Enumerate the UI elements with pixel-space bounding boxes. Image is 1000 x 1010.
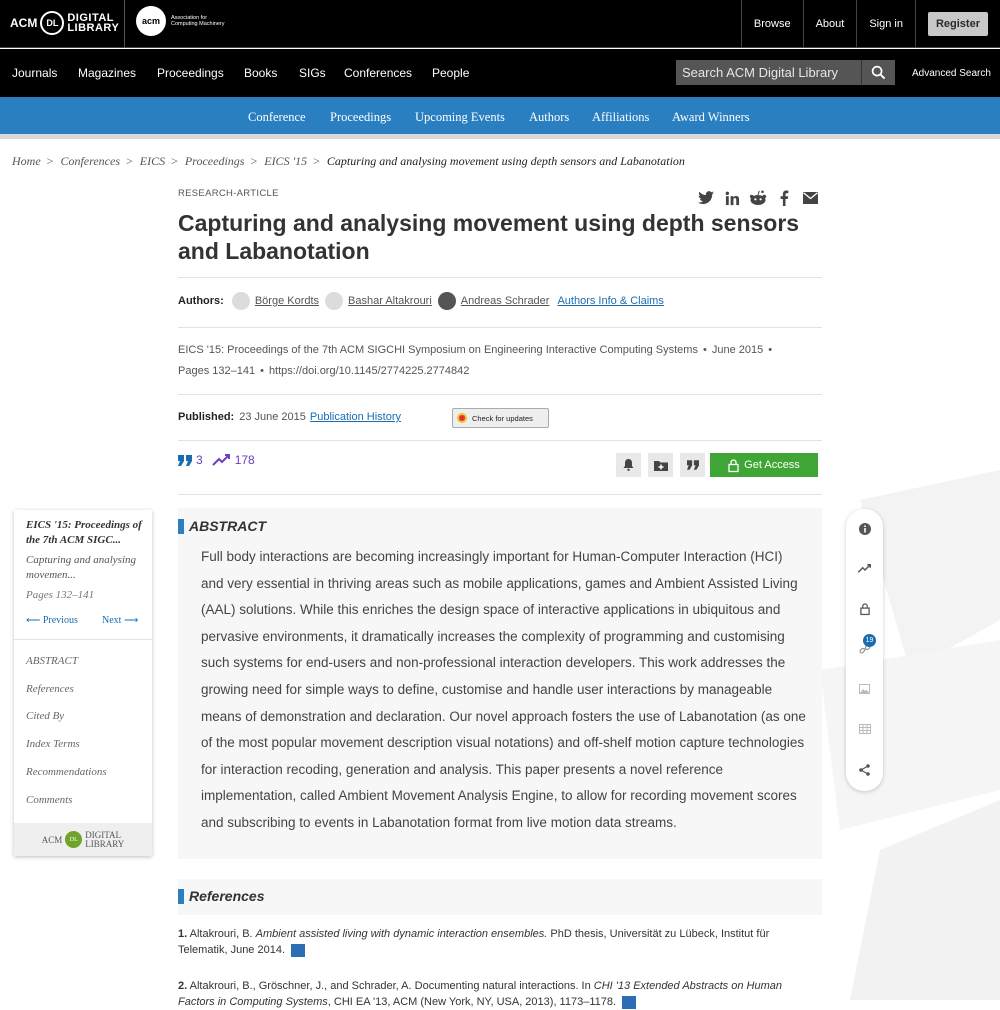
get-access-button[interactable] [710,453,818,477]
reference-source: , CHI EA '13, ACM (New York, NY, USA, 2013), 1173–1178. [327,996,617,1008]
sidebar-item-comments[interactable]: Comments [26,794,73,806]
acm-logo[interactable] [136,6,225,36]
references-heading-text: References [189,888,265,904]
top-bar [0,0,1000,48]
search-input[interactable]: Search ACM Digital Library [676,60,861,85]
acm-assoc-line-2: Computing Machinery [171,21,225,27]
divider [178,494,822,495]
reference-item [178,978,798,1010]
authors-row [178,292,664,310]
conf-nav-proceedings[interactable]: Proceedings [330,110,392,124]
sidebar-item-abstract[interactable]: ABSTRACT [26,655,78,667]
abstract-section [178,508,822,859]
trending-icon [213,454,231,466]
lock-icon [728,459,739,472]
footer-logo-acm: ACM [41,834,63,845]
doi-link[interactable]: https://doi.org/10.1145/2774225.2774842 [268,365,470,377]
logo-word-library: LIBRARY [67,22,120,34]
breadcrumb-current: Capturing and analysing movement using depth sensors and Labanotation [326,154,685,168]
reference-number: 1. [178,928,188,940]
reference-title: Ambient assisted living with dynamic interaction ensembles. [255,928,548,940]
author-link[interactable]: Andreas Schrader [460,295,550,307]
info-icon[interactable] [857,521,872,536]
nav-proceedings[interactable]: Proceedings [157,66,224,80]
previous-article-link[interactable]: ⟵ Previous [26,615,78,626]
author-link[interactable]: Börge Kordts [254,295,320,307]
logo-acm-text: ACM [10,16,38,30]
page-range: Pages 132–141 [178,365,256,377]
section-accent-bar [178,889,184,904]
reference-authors: Altakrouri, B. [189,928,256,940]
citation-count[interactable]: 3 [196,453,203,467]
avatar [325,292,343,310]
sidebar-dl-logo [14,823,152,856]
breadcrumb-proceedings[interactable]: Proceedings [184,154,245,168]
footer-logo-words [85,831,124,849]
acm-mark: acm [136,6,166,36]
next-article-link[interactable]: Next ⟶ [102,615,139,626]
email-icon[interactable] [802,190,818,206]
divider [178,394,822,395]
divider [178,277,822,278]
published-label: Published: [178,411,235,423]
nav-conferences[interactable]: Conferences [344,66,413,80]
nav-people[interactable]: People [432,66,470,80]
published-date: 23 June 2015 [239,411,306,423]
reference-item [178,926,798,958]
sidebar-item-references[interactable]: References [26,683,74,695]
sidebar-pages: Pages 132–141 [26,589,95,601]
share-icon[interactable] [857,762,872,777]
references-heading [178,888,265,904]
acm-dl-logo[interactable] [10,8,119,38]
avatar [232,292,250,310]
bell-icon [623,459,634,471]
nav-journals[interactable]: Journals [12,66,58,80]
top-links [741,0,1000,48]
sidebar-item-index-terms[interactable]: Index Terms [26,738,80,750]
references-section-header [178,879,822,915]
avatar [438,292,456,310]
top-divider [124,0,125,48]
acm-assoc-line-1: Association for [171,15,208,21]
conference-nav [0,97,1000,139]
article-title: Capturing and analysing movement using depth sensors and Labanotation [178,210,800,264]
divider [178,440,822,441]
footer-word-library: LIBRARY [85,838,125,849]
sidebar-divider [14,639,152,640]
reddit-icon[interactable] [750,190,766,206]
lock-icon[interactable] [857,601,872,616]
sidebar-proceedings-link[interactable]: EICS '15: Proceedings of the 7th ACM SIGC... [26,519,142,546]
conf-nav-authors[interactable]: Authors [529,110,570,124]
check-for-updates-button[interactable] [452,408,549,428]
breadcrumb-conferences[interactable]: Conferences [60,154,120,168]
main-nav [0,49,1000,97]
breadcrumb-home[interactable]: Home [12,154,41,168]
sidebar-article-title: Capturing and analysing movemen... [26,554,137,581]
publication-info: EICS '15: Proceedings of the 7th ACM SIGCHI Symposium on Engineering Interactive Computing Systems • June 2015 • Pages 132–141 • https://doi.org/10.1145/2774225.2774842 [178,344,773,377]
reference-number: 2. [178,980,188,992]
about-link[interactable]: About [803,0,857,48]
logo-words [67,13,119,33]
share-icons [698,190,818,206]
logo-dl-circle: DL [40,11,64,35]
image-icon[interactable] [857,681,872,696]
crossmark-icon [457,413,467,423]
get-access-label: Get Access [744,459,800,471]
search-button[interactable] [861,60,895,85]
reference-title: CHI '13 Extended Abstracts on Human Factors in Computing Systems [178,980,782,1008]
register-button[interactable]: Register [928,12,988,36]
browse-link[interactable]: Browse [741,0,803,48]
link-count-badge: 19 [863,634,876,647]
breadcrumb-eics-15[interactable]: EICS '15 [264,154,308,168]
conf-nav-upcoming-events[interactable]: Upcoming Events [415,110,505,124]
breadcrumb-eics[interactable]: EICS [139,154,166,168]
twitter-icon[interactable] [698,190,714,206]
conf-nav-conference[interactable]: Conference [248,110,306,124]
right-tool-rail [846,509,883,791]
sign-in-link[interactable]: Sign in [856,0,915,48]
authors-info-claims-link[interactable]: Authors Info & Claims [557,295,664,307]
publication-history-link[interactable]: Publication History [309,411,401,423]
advanced-search-link[interactable]: Advanced Search [912,68,991,79]
facebook-icon[interactable] [776,190,792,206]
abstract-text: Full body interactions are becoming increasingly important for Human-Computer Interaction (HCI) and very essential in thriving areas such as mobile applications, games and Ambient Assisted Living (AAL) solutions. While this enriches the design space of interactive applications in ubiquitous and pervasive environments, it dramatically increases the complexity of programming and customising such systems for end-users and non-professional interaction developers. This work addresses the growing need for simple ways to define, customise and handle user interactions by manageable means of demonstration and declaration. Our novel approach fosters the use of Labanotation (as one of the most popular movement description visual notations) and off-shelf motion capture technologies for interaction recoding, generation and analysis. This paper presents a novel reference implementation, called Ambient Movement Analysis Engine, to allow for recording movement scores and subscribing to events in Labanotation format from live motion data streams. [201,549,806,830]
acm-association-text [171,15,225,27]
abstract-heading [178,518,266,534]
sidebar-card [14,510,152,856]
reference-source: PhD thesis, Universität zu Lübeck, Institut für Telematik, June 2014. [178,928,770,956]
add-to-binder-button[interactable] [648,453,673,477]
cite-button[interactable] [680,453,705,477]
section-accent-bar [178,519,184,534]
footer-logo-dl: DL [65,831,82,848]
author-link[interactable]: Bashar Altakrouri [348,295,432,307]
conf-nav-award-winners[interactable]: Award Winners [672,110,750,124]
logo-word-digital: DIGITAL [67,12,115,24]
venue-link[interactable]: EICS '15: Proceedings of the 7th ACM SIGCHI Symposium on Engineering Interactive Computing Systems [178,344,698,356]
article-type: RESEARCH-ARTICLE [178,188,279,199]
reference-authors: Altakrouri, B., Gröschner, J., and Schrader, A. Documenting natural interactions. In [189,980,594,992]
google-scholar-icon[interactable] [291,944,305,957]
folder-plus-icon [654,460,668,471]
published-row [178,411,401,423]
nav-sigs[interactable]: SIGs [299,66,326,80]
check-for-updates-label: Check for updates [472,413,533,423]
google-scholar-icon[interactable] [622,996,636,1009]
breadcrumb: Home > Conferences > EICS > Proceedings > EICS '15 > Capturing and analysing movement using depth sensors and Labanotation [12,154,685,168]
nav-magazines[interactable]: Magazines [78,66,137,80]
table-icon[interactable] [857,721,872,736]
sidebar-item-recommendations[interactable]: Recommendations [26,766,107,778]
abstract-heading-text: ABSTRACT [189,518,266,534]
search-icon [871,65,886,80]
linkedin-icon[interactable] [724,190,740,206]
register-wrap [915,0,1000,48]
conf-nav-affiliations[interactable]: Affiliations [592,110,650,124]
trending-icon[interactable] [857,561,872,576]
sidebar-item-cited-by[interactable]: Cited By [26,710,65,722]
download-count[interactable]: 178 [234,453,255,467]
nav-books[interactable]: Books [244,66,278,80]
quote-icon [178,455,192,466]
publication-date: June 2015 [711,344,764,356]
metrics [178,453,265,467]
footer-word-digital: DIGITAL [85,829,122,840]
quote-icon [687,460,699,470]
divider [178,327,822,328]
authors-label: Authors: [178,295,224,307]
alert-button[interactable] [616,453,641,477]
